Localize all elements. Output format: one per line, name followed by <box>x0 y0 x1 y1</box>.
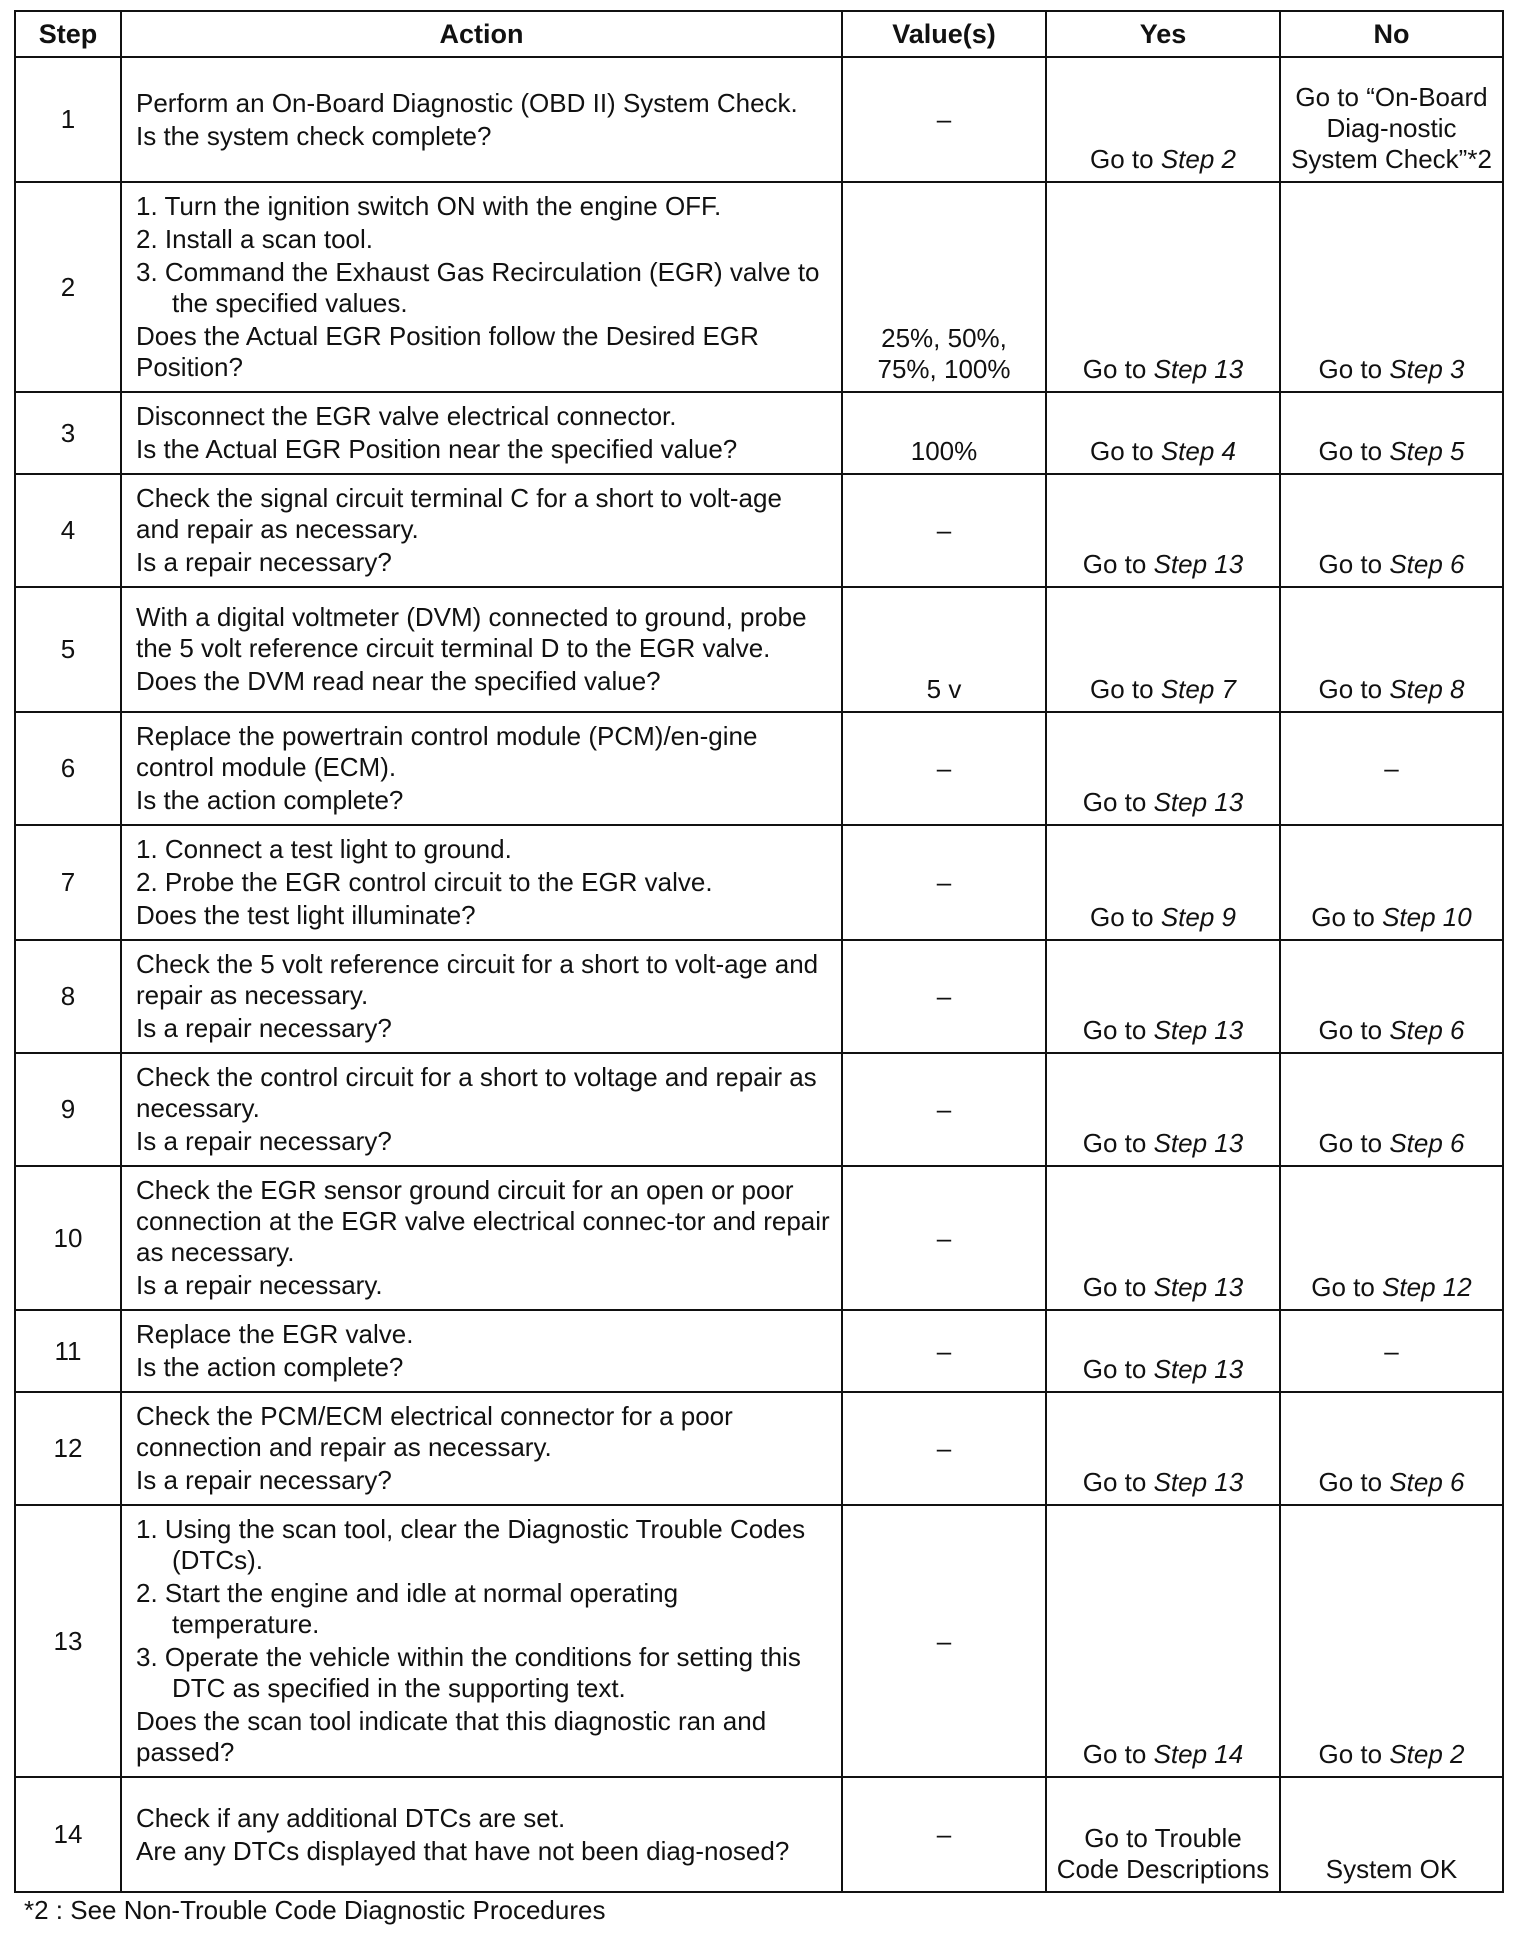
step-number: 12 <box>15 1392 121 1505</box>
yes-goto-prefix: Go to <box>1082 1739 1154 1769</box>
no-cell <box>1280 1392 1503 1505</box>
table-row <box>15 474 1503 587</box>
step-number: 10 <box>15 1166 121 1310</box>
no-step-reference: Step 12 <box>1382 1272 1472 1302</box>
no-goto-prefix: Go to <box>1318 1128 1390 1158</box>
step-number: 4 <box>15 474 121 587</box>
action-line: Is the Actual EGR Position near the specified value? <box>136 434 738 464</box>
action-cell <box>121 392 842 474</box>
yes-cell <box>1046 474 1280 587</box>
yes-cell <box>1046 1505 1280 1777</box>
no-step-reference: Step 6 <box>1389 1467 1465 1497</box>
yes-goto-prefix: Go to <box>1082 1128 1154 1158</box>
no-goto-prefix: Go to <box>1311 902 1383 932</box>
action-cell <box>121 712 842 825</box>
yes-cell <box>1046 1053 1280 1166</box>
header-action: Action <box>121 11 842 57</box>
yes-step-reference: Step 7 <box>1160 674 1236 704</box>
yes-goto-prefix: Go to <box>1082 354 1154 384</box>
yes-step-reference: Step 2 <box>1160 144 1236 174</box>
no-cell <box>1280 587 1503 712</box>
table-row <box>15 1310 1503 1392</box>
action-cell <box>121 825 842 940</box>
action-line: Check the 5 volt reference circuit for a short to volt-age and repair as necessary. <box>136 949 819 1010</box>
yes-goto-prefix: Go to <box>1090 144 1161 174</box>
action-line: Is the system check complete? <box>136 120 492 151</box>
action-line: Check the control circuit for a short to voltage and repair as necessary. <box>136 1062 817 1123</box>
step-number: 13 <box>15 1505 121 1777</box>
no-goto-prefix: Go to <box>1318 549 1390 579</box>
action-cell <box>121 1392 842 1505</box>
yes-cell <box>1046 1166 1280 1310</box>
yes-cell <box>1046 57 1280 182</box>
action-cell <box>121 1777 842 1892</box>
action-line: 1. Turn the ignition switch ON with the engine OFF. <box>136 191 722 221</box>
step-number: 9 <box>15 1053 121 1166</box>
action-line: Does the test light illuminate? <box>136 900 476 930</box>
no-goto-prefix: Go to <box>1311 1272 1383 1302</box>
no-cell <box>1280 474 1503 587</box>
no-cell <box>1280 182 1503 392</box>
no-step-reference: Step 6 <box>1389 1015 1465 1045</box>
yes-cell <box>1046 182 1280 392</box>
yes-step-reference: Step 13 <box>1153 1354 1244 1384</box>
value-cell: – <box>842 1777 1046 1892</box>
table-row <box>15 1392 1503 1505</box>
no-text: – <box>1384 753 1399 783</box>
action-line: 1. Connect a test light to ground. <box>136 834 512 864</box>
table-row <box>15 940 1503 1053</box>
step-number: 11 <box>15 1310 121 1392</box>
table-row <box>15 825 1503 940</box>
action-line: Is a repair necessary? <box>136 547 392 577</box>
no-cell <box>1280 392 1503 474</box>
yes-step-reference: Step 14 <box>1153 1739 1244 1769</box>
no-goto-prefix: Go to <box>1318 354 1390 384</box>
step-number: 6 <box>15 712 121 825</box>
no-step-reference: Step 6 <box>1389 549 1465 579</box>
action-cell <box>121 587 842 712</box>
action-cell <box>121 1166 842 1310</box>
yes-step-reference: Step 13 <box>1153 1467 1244 1497</box>
action-cell <box>121 1505 842 1777</box>
step-number: 7 <box>15 825 121 940</box>
action-line: Check if any additional DTCs are set. <box>136 1802 566 1833</box>
header-yes: Yes <box>1046 11 1280 57</box>
action-cell <box>121 1310 842 1392</box>
table-row <box>15 712 1503 825</box>
action-line: With a digital voltmeter (DVM) connected to ground, probe the 5 volt reference circuit terminal D to the EGR valve. <box>136 602 807 663</box>
yes-goto-prefix: Go to <box>1082 787 1154 817</box>
table-row <box>15 1505 1503 1777</box>
value-cell: 25%, 50%, 75%, 100% <box>842 182 1046 392</box>
yes-goto-prefix: Go to <box>1082 549 1154 579</box>
action-line: 1. Using the scan tool, clear the Diagnostic Trouble Codes (DTCs). <box>136 1514 806 1575</box>
no-goto-prefix: Go to <box>1318 436 1390 466</box>
footnote: *2 : See Non-Trouble Code Diagnostic Procedures <box>24 1895 606 1925</box>
yes-goto-prefix: Go to <box>1082 1467 1154 1497</box>
no-cell <box>1280 1166 1503 1310</box>
no-cell <box>1280 1777 1503 1892</box>
no-cell <box>1280 1505 1503 1777</box>
value-cell: – <box>842 940 1046 1053</box>
yes-step-reference: Step 13 <box>1153 787 1244 817</box>
value-cell: – <box>842 1392 1046 1505</box>
action-cell <box>121 1053 842 1166</box>
no-step-reference: Step 3 <box>1389 354 1465 384</box>
action-cell <box>121 474 842 587</box>
no-goto-prefix: Go to <box>1318 1739 1390 1769</box>
action-line: Is a repair necessary? <box>136 1013 392 1043</box>
table-body <box>15 57 1503 1892</box>
table-row <box>15 587 1503 712</box>
no-cell <box>1280 825 1503 940</box>
no-cell <box>1280 1053 1503 1166</box>
diagnostic-table-container <box>14 10 1502 1893</box>
no-cell <box>1280 57 1503 182</box>
step-number: 2 <box>15 182 121 392</box>
no-goto-prefix: Go to <box>1318 1467 1390 1497</box>
yes-goto-prefix: Go to <box>1082 1354 1154 1384</box>
header-step: Step <box>15 11 121 57</box>
yes-step-reference: Step 4 <box>1160 436 1236 466</box>
action-line: 2. Start the engine and idle at normal operating temperature. <box>136 1578 679 1639</box>
no-goto-prefix: Go to <box>1318 1015 1390 1045</box>
header-values: Value(s) <box>842 11 1046 57</box>
action-line: Replace the EGR valve. <box>136 1319 414 1349</box>
action-line: Is a repair necessary. <box>136 1270 383 1300</box>
no-step-reference: Step 5 <box>1389 436 1465 466</box>
value-cell: – <box>842 474 1046 587</box>
yes-step-reference: Step 13 <box>1153 1272 1244 1302</box>
value-cell: – <box>842 1310 1046 1392</box>
action-line: 2. Probe the EGR control circuit to the EGR valve. <box>136 867 713 897</box>
value-cell: – <box>842 1166 1046 1310</box>
yes-cell <box>1046 940 1280 1053</box>
no-text: System OK <box>1325 1854 1458 1884</box>
action-line: Does the scan tool indicate that this diagnostic ran and passed? <box>136 1706 767 1767</box>
step-number: 14 <box>15 1777 121 1892</box>
yes-cell <box>1046 825 1280 940</box>
action-line: Is the action complete? <box>136 785 404 815</box>
action-cell <box>121 57 842 182</box>
yes-step-reference: Step 13 <box>1153 354 1244 384</box>
action-line: Check the signal circuit terminal C for a short to volt-age and repair as necessary. <box>136 483 782 544</box>
yes-cell <box>1046 1310 1280 1392</box>
yes-goto-prefix: Go to <box>1090 902 1161 932</box>
header-no: No <box>1280 11 1503 57</box>
action-line: 3. Operate the vehicle within the conditions for setting this DTC as specified in the supporting text. <box>136 1642 801 1703</box>
table-row <box>15 1053 1503 1166</box>
yes-text: Go to Trouble Code Descriptions <box>1056 1823 1270 1884</box>
action-line: Is the action complete? <box>136 1352 404 1382</box>
value-cell: – <box>842 712 1046 825</box>
no-cell <box>1280 1310 1503 1392</box>
step-number: 8 <box>15 940 121 1053</box>
no-cell <box>1280 712 1503 825</box>
yes-cell <box>1046 1777 1280 1892</box>
no-cell <box>1280 940 1503 1053</box>
yes-cell <box>1046 1392 1280 1505</box>
yes-goto-prefix: Go to <box>1090 674 1161 704</box>
action-line: Replace the powertrain control module (PCM)/en-gine control module (ECM). <box>136 721 758 782</box>
action-line: Does the Actual EGR Position follow the Desired EGR Position? <box>136 321 759 382</box>
yes-cell <box>1046 587 1280 712</box>
action-line: 3. Command the Exhaust Gas Recirculation (EGR) valve to the specified values. <box>136 257 820 318</box>
action-line: Is a repair necessary? <box>136 1126 392 1156</box>
value-cell: – <box>842 57 1046 182</box>
no-step-reference: Step 10 <box>1382 902 1472 932</box>
diagnostic-table <box>14 10 1504 1893</box>
value-cell: – <box>842 1053 1046 1166</box>
action-line: Check the PCM/ECM electrical connector for a poor connection and repair as necessary. <box>136 1401 733 1462</box>
value-cell: – <box>842 1505 1046 1777</box>
step-number: 5 <box>15 587 121 712</box>
value-cell: – <box>842 825 1046 940</box>
table-row <box>15 1166 1503 1310</box>
action-line: Is a repair necessary? <box>136 1465 392 1495</box>
yes-goto-prefix: Go to <box>1082 1272 1154 1302</box>
action-line: Perform an On-Board Diagnostic (OBD II) System Check. <box>136 87 798 118</box>
value-cell: 5 v <box>842 587 1046 712</box>
action-line: Does the DVM read near the specified value? <box>136 666 661 696</box>
yes-step-reference: Step 13 <box>1153 549 1244 579</box>
no-step-reference: Step 8 <box>1389 674 1465 704</box>
no-text: Go to “On-Board Diag-nostic System Check”*2 <box>1291 82 1492 174</box>
table-row <box>15 392 1503 474</box>
table-row <box>15 57 1503 182</box>
header-row <box>15 11 1503 57</box>
yes-cell <box>1046 712 1280 825</box>
table-row <box>15 1777 1503 1892</box>
action-cell <box>121 940 842 1053</box>
action-line: Are any DTCs displayed that have not been diag-nosed? <box>136 1835 790 1866</box>
yes-step-reference: Step 13 <box>1153 1128 1244 1158</box>
no-step-reference: Step 2 <box>1389 1739 1465 1769</box>
action-line: Check the EGR sensor ground circuit for an open or poor connection at the EGR valve electrical connec-tor and repair as necessary. <box>136 1175 830 1267</box>
no-goto-prefix: Go to <box>1318 674 1390 704</box>
yes-cell <box>1046 392 1280 474</box>
yes-step-reference: Step 9 <box>1160 902 1236 932</box>
action-cell <box>121 182 842 392</box>
yes-goto-prefix: Go to <box>1082 1015 1154 1045</box>
no-step-reference: Step 6 <box>1389 1128 1465 1158</box>
step-number: 3 <box>15 392 121 474</box>
action-line: 2. Install a scan tool. <box>136 224 374 254</box>
step-number: 1 <box>15 57 121 182</box>
yes-step-reference: Step 13 <box>1153 1015 1244 1045</box>
value-cell: 100% <box>842 392 1046 474</box>
action-line: Disconnect the EGR valve electrical connector. <box>136 401 677 431</box>
no-text: – <box>1384 1335 1399 1366</box>
table-row <box>15 182 1503 392</box>
yes-goto-prefix: Go to <box>1090 436 1161 466</box>
